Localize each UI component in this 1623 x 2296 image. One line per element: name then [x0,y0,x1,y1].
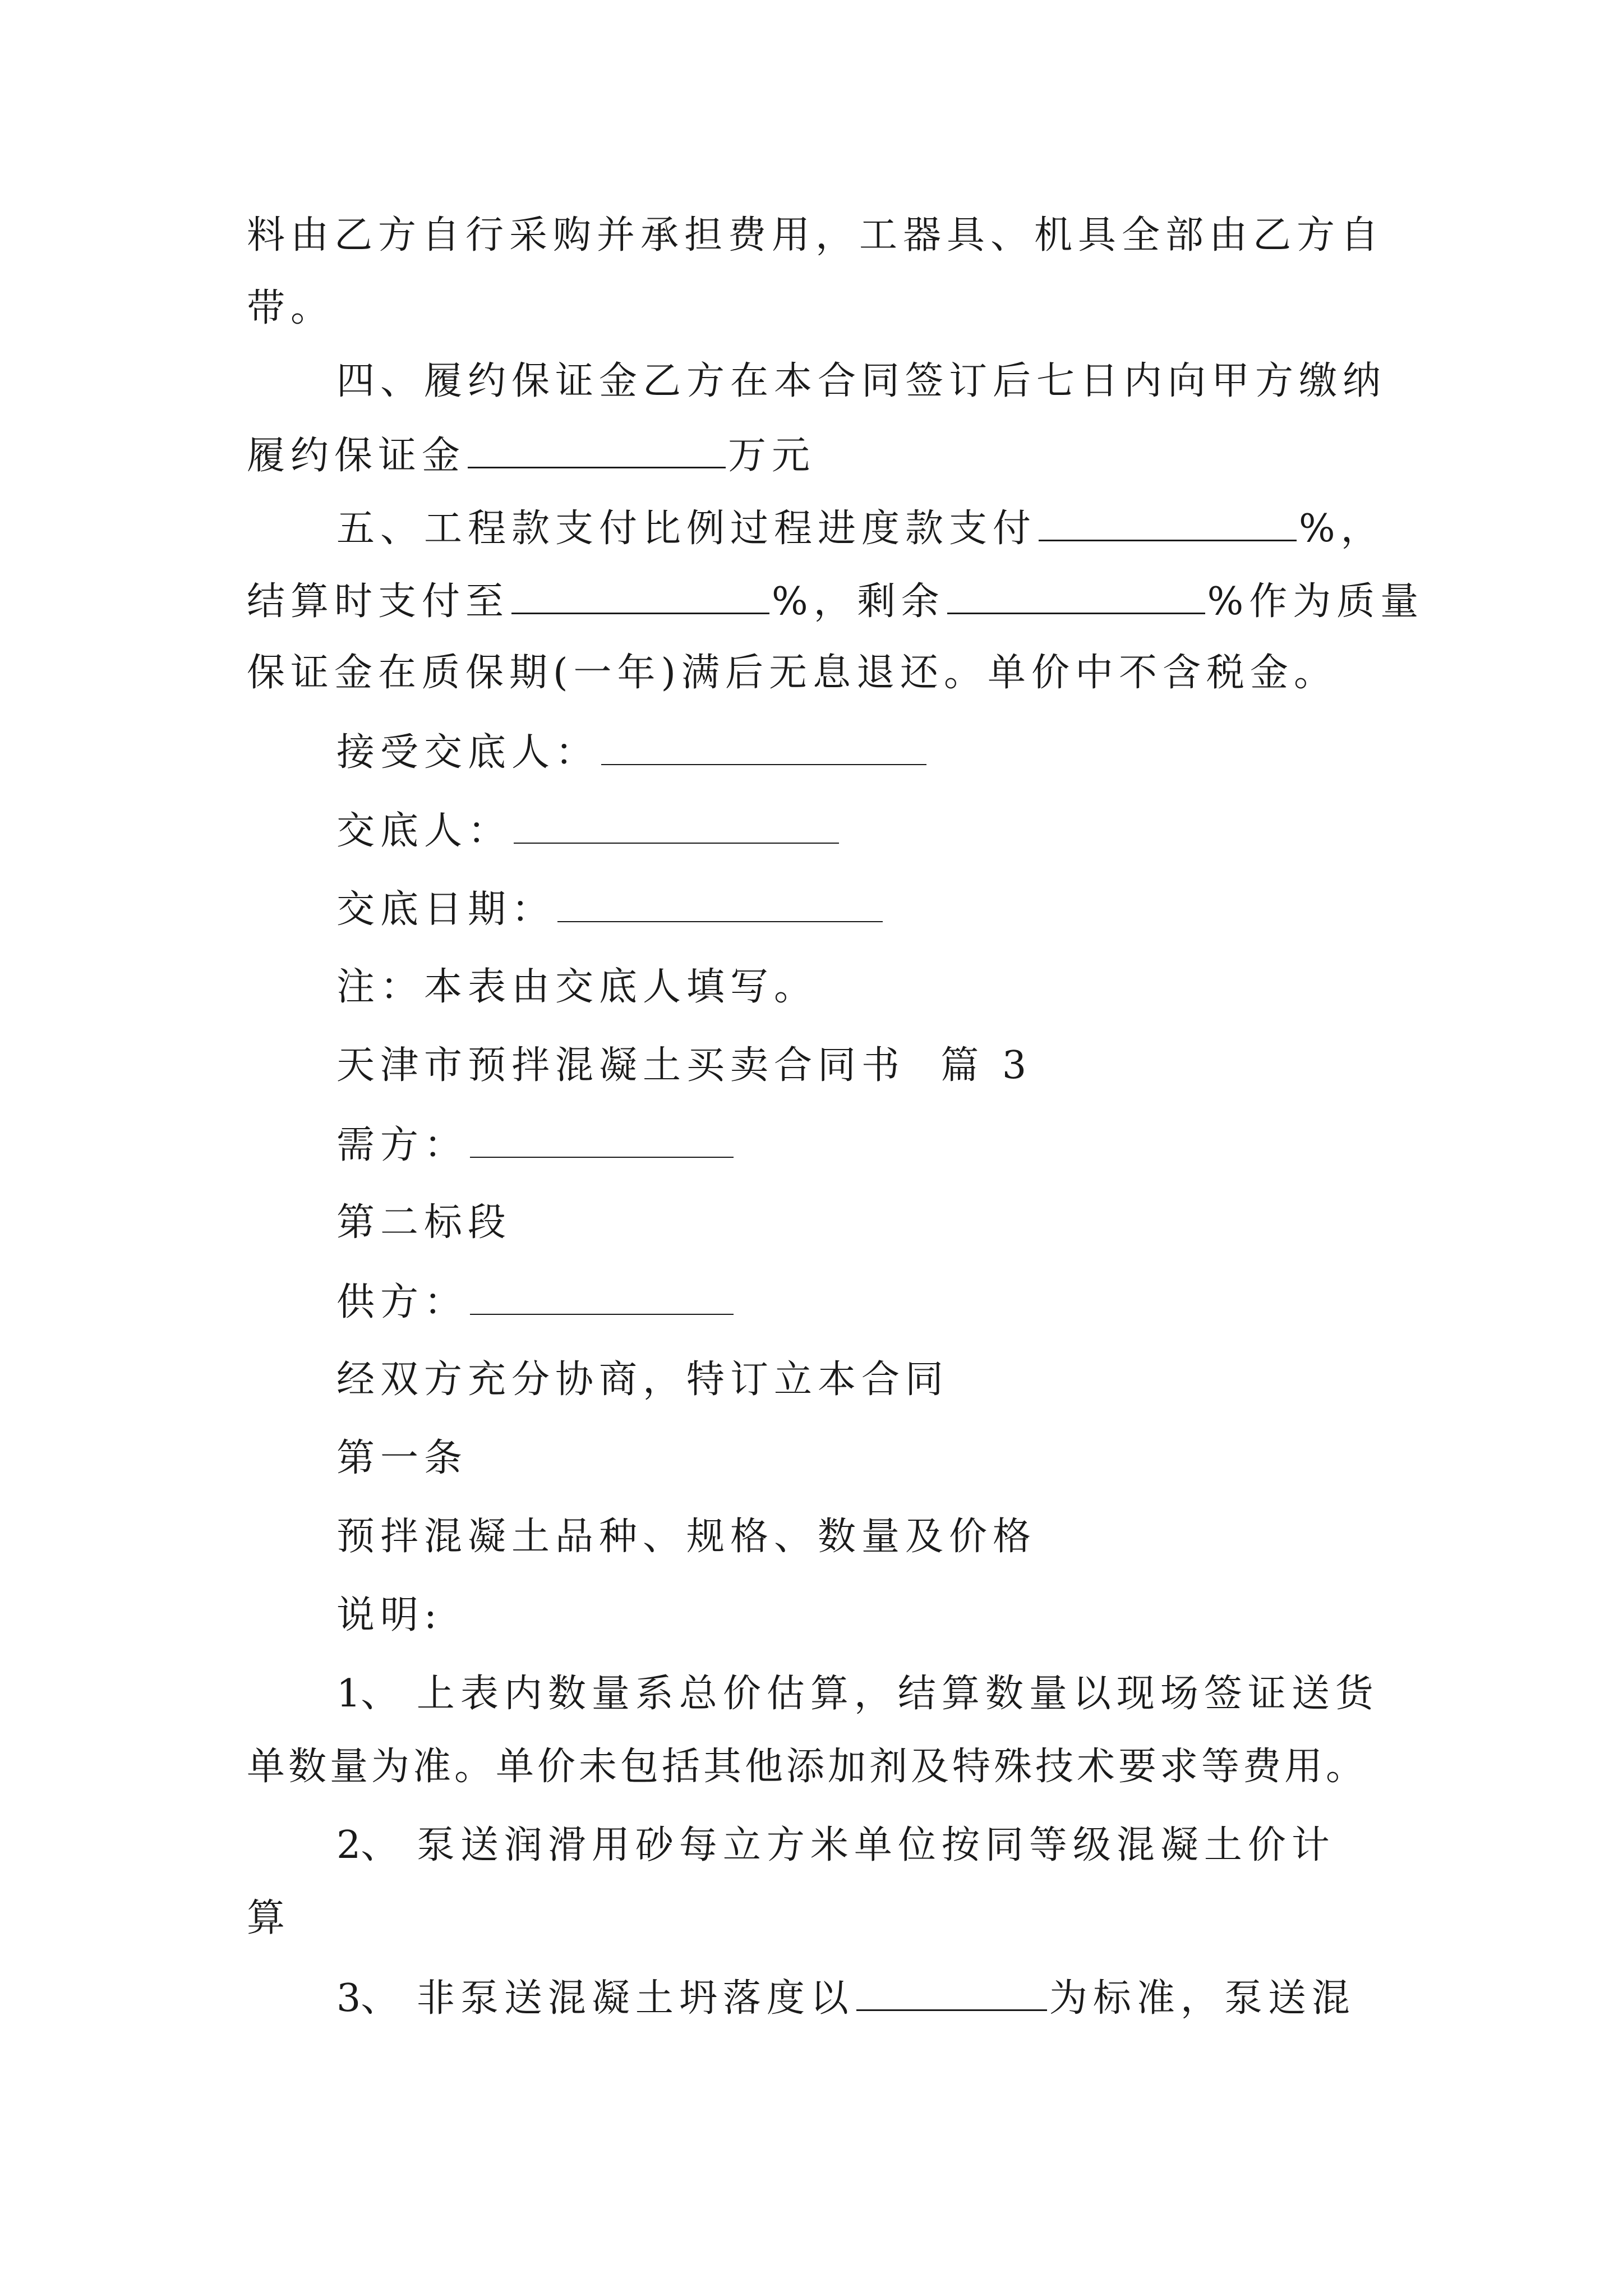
text-line [247,432,815,478]
seller-name-blank [470,1279,734,1315]
text-line [336,808,841,854]
paragraph-text: %， [1299,507,1385,551]
paragraph-text: 万元 [728,434,816,478]
deposit-amount-blank [468,432,726,468]
slump-standard-blank [856,1975,1047,2011]
text-line [336,1593,442,1638]
text-line [247,286,334,331]
date-label: 交底日期： [336,887,556,932]
text-line [336,1672,1379,1717]
paragraph-text: 结算时支付至 [247,579,510,624]
text-line [336,1975,1355,2021]
progress-payment-blank [1039,505,1297,541]
text-line [336,1358,949,1402]
buyer-label: 需方： [336,1123,468,1167]
text-line [247,578,1424,624]
paragraph-text: 履约保证金 [247,434,466,478]
lot-label: 第二标段 [336,1200,512,1245]
text-line [336,359,1386,404]
receiver-signature-blank [601,729,926,765]
text-line [247,1896,291,1941]
item-text: 单数量为准。单价未包括其他添加剂及特殊技术要求等费用。 [247,1745,1368,1789]
clause-five-text: 五、工程款支付比例过程进度款支付 [336,507,1037,551]
paragraph-text: %，剩余 [772,579,945,624]
clause-four-text: 四、履约保证金乙方在本合同签订后七日内向甲方缴纳 [336,359,1387,403]
text-line [336,1515,1036,1559]
remaining-percent-blank [947,578,1205,614]
item-text: 非泵送混凝土坍落度以 [399,1976,854,2021]
explain-heading: 说明: [336,1593,442,1637]
handover-signature-blank [514,808,839,844]
item-text: 上表内数量系总价估算，结算数量以现场签证送货 [399,1672,1379,1716]
buyer-name-blank [470,1122,734,1158]
text-line [336,1200,511,1245]
paragraph-text: 保证金在质保期(一年)满后无息退还。单价中不含税金。 [247,651,1338,695]
text-line [336,729,929,775]
text-line [336,1436,468,1481]
note-text: 注：本表由交底人填写。 [336,965,818,1009]
receiver-label: 接受交底人： [336,730,600,775]
text-line [247,651,1338,696]
paragraph-text: 带。 [247,286,335,330]
item-number: 2、 [336,1823,399,1867]
paragraph-text: 料由乙方自行采购并承担费用，工器具、机具全部由乙方自 [247,213,1385,257]
seller-label: 供方： [336,1280,468,1324]
text-line [336,1823,1335,1868]
text-line [336,1043,1032,1088]
text-line [336,505,1385,551]
item-text: 为标准，泵送混 [1049,1976,1355,2021]
text-line [336,1279,736,1325]
text-line [336,886,885,932]
item-number: 3、 [336,1976,399,2021]
item-text: 泵送润滑用砂每立方米单位按同等级混凝土价计 [399,1823,1335,1867]
handover-label: 交底人： [336,809,512,853]
text-line [247,1745,1367,1789]
agreement-text: 经双方充分协商，特订立本合同 [336,1358,949,1402]
item-text: 算 [247,1896,291,1940]
handover-date-blank [557,886,883,922]
text-line [336,1122,736,1168]
paragraph-text: %作为质量 [1207,579,1424,624]
text-line [336,965,818,1010]
section-title: 天津市预拌混凝土买卖合同书 篇 3 [336,1043,1032,1088]
item-number: 1、 [336,1672,399,1716]
article-heading: 第一条 [336,1436,468,1480]
settlement-percent-blank [511,578,769,614]
text-line [247,213,1384,258]
article-title: 预拌混凝土品种、规格、数量及价格 [336,1515,1037,1559]
